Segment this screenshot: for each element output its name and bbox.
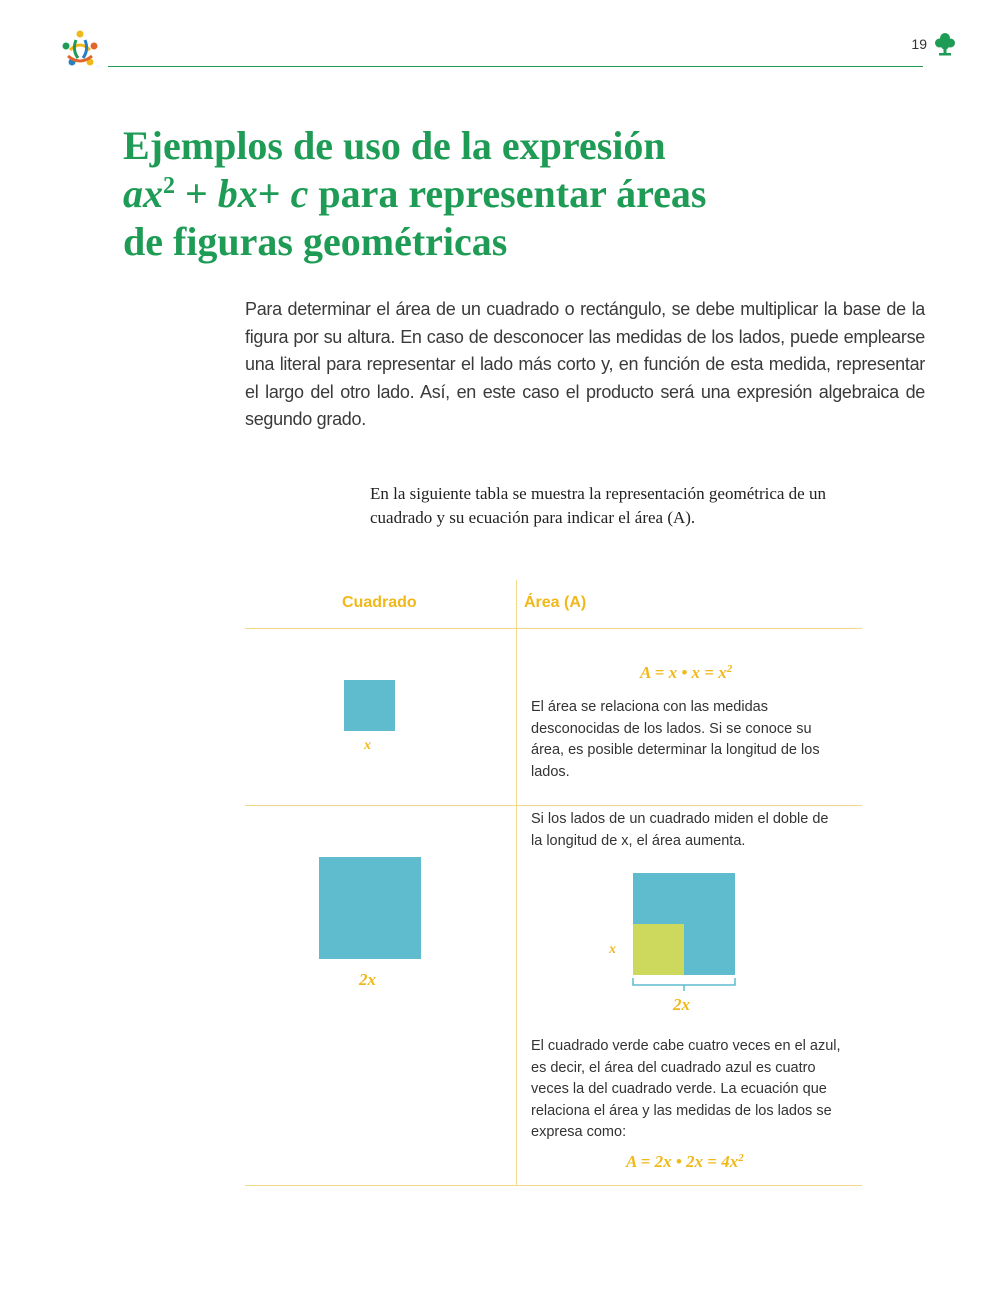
row1-equation-text: A = x • x = x bbox=[640, 663, 727, 682]
title-plus: + bbox=[175, 171, 218, 216]
table-header-divider bbox=[245, 628, 862, 629]
table-row-divider bbox=[245, 805, 862, 806]
table-bottom-border bbox=[245, 1185, 862, 1186]
row2-equation bbox=[626, 1152, 744, 1172]
row2-equation-text: A = 2x • 2x = 4x bbox=[626, 1152, 739, 1171]
title-plus-2: + bbox=[257, 171, 291, 216]
row2-intro-text: Si los lados de un cuadrado miden el doble de la longitud de x, el área aumenta. bbox=[531, 811, 829, 849]
small-square-side-label: x bbox=[364, 738, 371, 753]
title-term-c: c bbox=[290, 171, 309, 216]
title-exponent: 2 bbox=[163, 173, 175, 199]
intro-paragraph: Para determinar el área de un cuadrado o rectángulo, se debe multiplicar la base de la figura por su altura. En caso de desconocer las medidas de los lados, puede emplearse una literal para representar el lado más corto y, en función de esta medida, representar el largo del otro lado. Así, en este caso el producto será una expresión algebraica de segundo grado. bbox=[245, 299, 925, 429]
row1-equation bbox=[640, 663, 732, 683]
table-header-cuadrado: Cuadrado bbox=[342, 594, 417, 611]
title-line-2-rest: para representar áreas bbox=[308, 171, 707, 216]
page-number: 19 bbox=[911, 36, 927, 52]
title-line-2 bbox=[123, 170, 883, 218]
diagram-left-label: x bbox=[609, 942, 616, 957]
diagram-green-square bbox=[633, 924, 684, 975]
table-caption: En la siguiente tabla se muestra la representación geométrica de un cuadrado y su ecuación para indicar el área (A). bbox=[370, 484, 826, 527]
table-column-divider bbox=[516, 580, 517, 1186]
row2-equation-exponent: 2 bbox=[738, 1152, 744, 1164]
large-square-side-label: 2x bbox=[359, 970, 376, 989]
row1-explanation: El área se relaciona con las medidas desconocidas de los lados. Si se conoce su área, es posible determinar la longitud de los lados. bbox=[531, 699, 820, 780]
row1-equation-exponent: 2 bbox=[726, 663, 733, 675]
header-rule bbox=[108, 66, 923, 67]
small-blue-square bbox=[344, 680, 395, 731]
large-blue-square bbox=[319, 857, 421, 959]
title-line-3: de figuras geométricas bbox=[123, 219, 508, 264]
title-line-1: Ejemplos de uso de la expresión bbox=[123, 123, 666, 168]
page-title bbox=[123, 122, 883, 266]
diagram-brace bbox=[631, 976, 737, 992]
table-header-area: Área (A) bbox=[524, 594, 587, 611]
row2-explanation: El cuadrado verde cabe cuatro veces en el azul, es decir, el área del cuadrado azul es cuatro veces la del cuadrado verde. La ecuación que relaciona el área y las medidas de los lados se expresa como: bbox=[531, 1038, 841, 1140]
title-term-bx: bx bbox=[217, 171, 258, 216]
diagram-bottom-label: 2x bbox=[673, 995, 690, 1014]
people-circle-logo-icon bbox=[58, 26, 102, 70]
tree-icon bbox=[934, 31, 956, 57]
title-term-ax: ax bbox=[123, 171, 163, 216]
